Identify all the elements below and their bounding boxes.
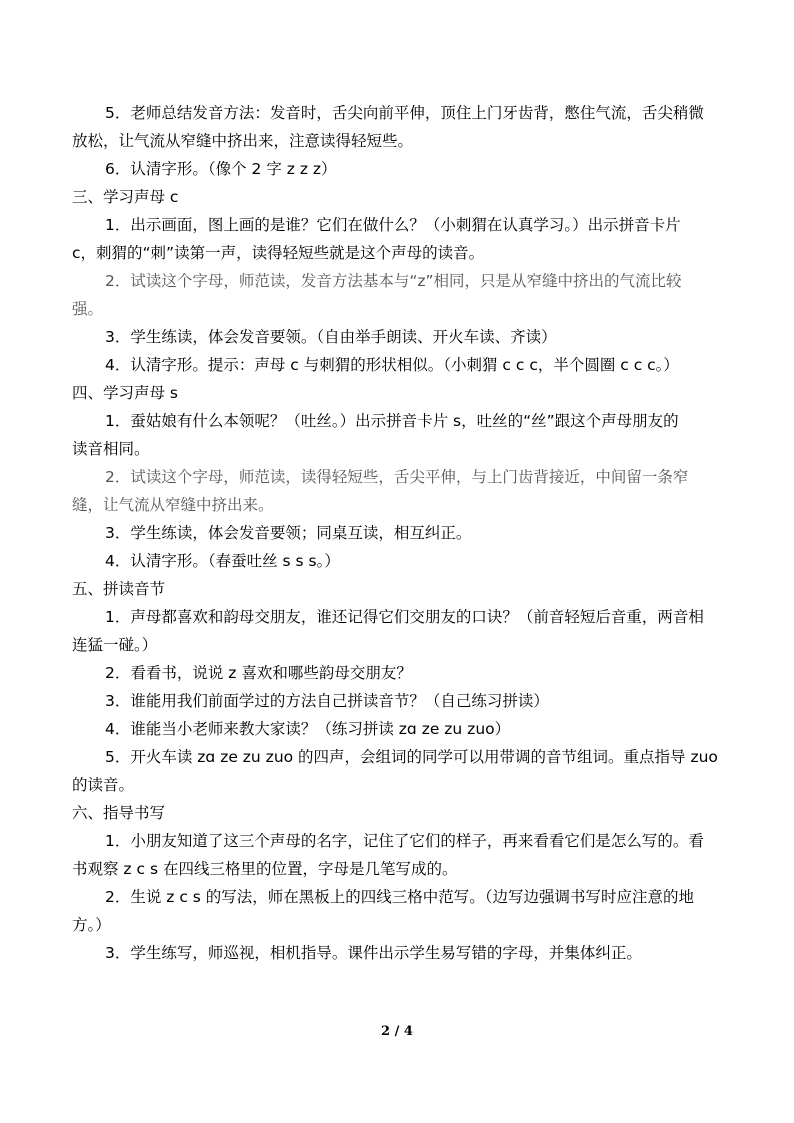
text-line: 3．学生练写，师巡视，相机指导。课件出示学生易写错的字母，并集体纠正。 bbox=[105, 944, 642, 962]
text-line: 4．谁能当小老师来教大家读？（练习拼读 zɑ ze zu zuo） bbox=[105, 720, 511, 738]
text-line: 书观察 z c s 在四线三格里的位置，字母是几笔写成的。 bbox=[72, 860, 458, 878]
list-item bbox=[72, 827, 722, 883]
document-body bbox=[72, 99, 722, 967]
list-item bbox=[72, 883, 722, 939]
text-line: 5．开火车读 zɑ ze zu zuo 的四声，会组词的同学可以用带调的音节组词。重点指导 zuo bbox=[105, 748, 718, 766]
list-item bbox=[72, 519, 722, 547]
text-line: 4．认清字形。提示：声母 c 与刺猬的形状相似。（小刺猬 c c c，半个圆圈 c c c。） bbox=[105, 356, 679, 374]
list-item bbox=[72, 407, 722, 463]
text-line: 强。 bbox=[72, 300, 104, 318]
text-line: 3．谁能用我们前面学过的方法自己拼读音节？（自己练习拼读） bbox=[105, 692, 549, 710]
text-line: 连猛一碰。） bbox=[72, 636, 158, 654]
list-item bbox=[72, 939, 722, 967]
text-line: 2．试读这个字母，师范读，发音方法基本与“z”相同，只是从窄缝中挤出的气流比较 bbox=[105, 272, 682, 290]
list-item bbox=[72, 99, 722, 155]
text-line: 2．看看书，说说 z 喜欢和哪些韵母交朋友？ bbox=[105, 664, 412, 682]
text-line: 三、学习声母 c bbox=[72, 188, 179, 206]
list-item bbox=[72, 743, 722, 799]
text-line: 四、学习声母 s bbox=[72, 384, 179, 402]
section-heading bbox=[72, 379, 722, 407]
list-item bbox=[72, 323, 722, 351]
text-line: 1．小朋友知道了这三个声母的名字，记住了它们的样子，再来看看它们是怎么写的。看 bbox=[105, 832, 704, 850]
text-line: 1．声母都喜欢和韵母交朋友，谁还记得它们交朋友的口诀？（前音轻短后音重，两音相 bbox=[105, 608, 704, 626]
text-line: 六、指导书写 bbox=[72, 804, 166, 822]
text-line: 2．试读这个字母，师范读，读得轻短些，舌尖平伸，与上门齿背接近，中间留一条窄 bbox=[105, 468, 689, 486]
text-line: c，刺猬的“刺”读第一声，读得轻短些就是这个声母的读音。 bbox=[72, 244, 485, 262]
text-line: 方。） bbox=[72, 916, 111, 934]
list-item bbox=[72, 463, 722, 519]
page-number: 2 / 4 bbox=[381, 1024, 413, 1039]
list-item bbox=[72, 351, 722, 379]
text-line: 五、拼读音节 bbox=[72, 580, 166, 598]
text-line: 3．学生练读，体会发音要领。（自由举手朗读、开火车读、齐读） bbox=[105, 328, 557, 346]
list-item bbox=[72, 715, 722, 743]
text-line: 1．蚕姑娘有什么本领呢？（吐丝。）出示拼音卡片 s，吐丝的“丝”跟这个声母朋友的 bbox=[105, 412, 679, 430]
list-item bbox=[72, 155, 722, 183]
list-item bbox=[72, 267, 722, 323]
list-item bbox=[72, 547, 722, 575]
text-line: 5．老师总结发音方法：发音时，舌尖向前平伸，顶住上门牙齿背，憋住气流，舌尖稍微 bbox=[105, 104, 704, 122]
list-item bbox=[72, 659, 722, 687]
text-line: 的读音。 bbox=[72, 776, 135, 794]
text-line: 4．认清字形。（春蚕吐丝 s s s。） bbox=[105, 552, 340, 570]
list-item bbox=[72, 603, 722, 659]
text-line: 3．学生练读，体会发音要领；同桌互读，相互纠正。 bbox=[105, 524, 472, 542]
text-line: 读音相同。 bbox=[72, 440, 150, 458]
section-heading bbox=[72, 575, 722, 603]
section-heading bbox=[72, 183, 722, 211]
text-line: 2．生说 z c s 的写法，师在黑板上的四线三格中范写。（边写边强调书写时应注意的地 bbox=[105, 888, 695, 906]
section-heading bbox=[72, 799, 722, 827]
text-line: 6．认清字形。（像个 2 字 z z z） bbox=[105, 160, 337, 178]
list-item bbox=[72, 687, 722, 715]
text-line: 缝，让气流从窄缝中挤出来。 bbox=[72, 496, 274, 514]
text-line: 1．出示画面，图上画的是谁？它们在做什么？（小刺猬在认真学习。）出示拼音卡片 bbox=[105, 216, 681, 234]
text-line: 放松，让气流从窄缝中挤出来，注意读得轻短些。 bbox=[72, 132, 414, 150]
list-item bbox=[72, 211, 722, 267]
